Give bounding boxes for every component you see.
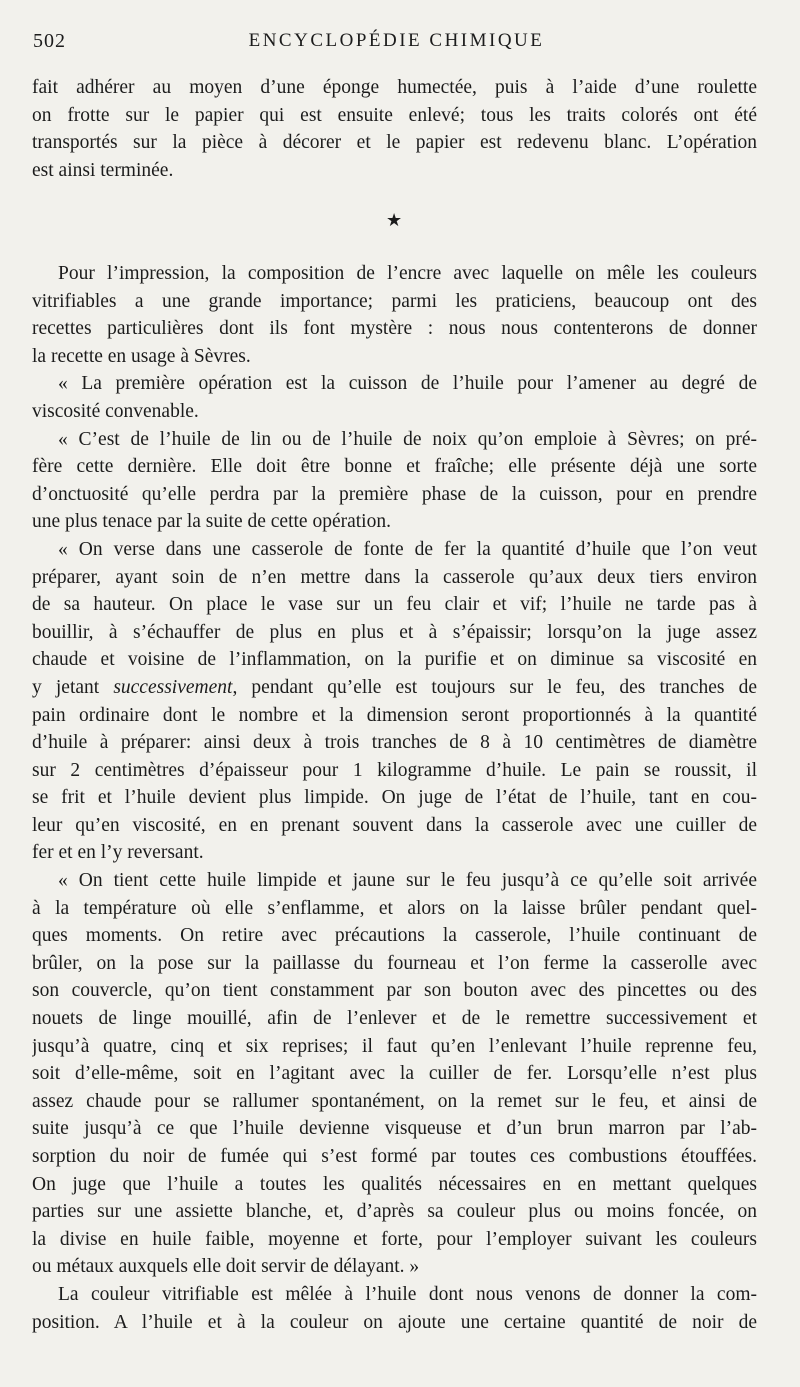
text-line: « On verse dans une casserole de fonte de fer la quantité d’huile que l’on veut: [58, 538, 757, 560]
text-line: La couleur vitrifiable est mêlée à l’huile dont nous venons de donner la com-: [58, 1283, 757, 1305]
text-line: se frit et l’huile devient plus limpide. On juge de l’état de l’huile, tant en cou-: [32, 787, 757, 809]
text-line: une plus tenace par la suite de cette opération.: [32, 511, 391, 533]
text-line: d’onctuosité qu’elle perdra par la première phase de la cuisson, pour en prendre: [32, 483, 757, 505]
text-line: assez chaude pour se rallumer spontanément, on la remet sur le feu, et ainsi de: [32, 1090, 757, 1112]
text-line: « La première opération est la cuisson de l’huile pour l’amener au degré de: [58, 373, 757, 395]
text-line: nouets de linge mouillé, afin de l’enlever et de le remettre successivement et: [32, 1008, 757, 1030]
text-line: On juge que l’huile a toutes les qualités nécessaires en en mettant quelques: [32, 1173, 757, 1195]
text-line: on frotte sur le papier qui est ensuite enlevé; tous les traits colorés ont été: [32, 104, 757, 126]
paragraph-continuation: [32, 74, 757, 184]
text-line: chaude et voisine de l’inflammation, on la purifie et on diminue sa viscosité en: [32, 649, 757, 671]
text-line: position. A l’huile et à la couleur on ajoute une certaine quantité de noir de: [32, 1311, 757, 1333]
text-line: recettes particulières dont ils font mystère : nous nous contenterons de donner: [32, 318, 757, 340]
text-line: de sa hauteur. On place le vase sur un feu clair et vif; l’huile ne tarde pas à: [32, 594, 757, 616]
text-line: fère cette dernière. Elle doit être bonne et fraîche; elle présente déjà une sorte: [32, 456, 757, 478]
emphasis-word: successivement: [113, 676, 233, 698]
text-line: parties sur une assiette blanche, et, d’après sa couleur plus ou moins foncée, on: [32, 1201, 757, 1223]
text-line: fait adhérer au moyen d’une éponge humectée, puis à l’aide d’une roulette: [32, 77, 757, 98]
text-line: brûler, on la pose sur la paillasse du fourneau et l’on ferme la casserolle avec: [32, 952, 757, 974]
text-line: fer et en l’y reversant.: [32, 842, 204, 864]
text-line: ou métaux auxquels elle doit servir de délayant. »: [32, 1256, 420, 1278]
text-fragment: , pendant qu’elle est toujours sur le feu, des tranches de: [232, 676, 757, 698]
text-line: leur qu’en viscosité, en en prenant souvent dans la casserole avec une cuiller de: [32, 814, 757, 836]
text-line: préparer, ayant soin de n’en mettre dans la casserole qu’aux deux tiers environ: [32, 566, 757, 588]
text-line: « On tient cette huile limpide et jaune sur le feu jusqu’à ce qu’elle soit arrivée: [58, 870, 757, 892]
text-line: vitrifiables a une grande importance; parmi les praticiens, beaucoup ont des: [32, 290, 757, 312]
text-line: « C’est de l’huile de lin ou de l’huile de noix qu’on emploie à Sèvres; on pré-: [58, 428, 757, 450]
text-line: transportés sur la pièce à décorer et le papier est redevenu blanc. L’opération: [32, 132, 757, 154]
text-line: est ainsi terminée.: [32, 159, 174, 181]
main-text: [32, 260, 757, 1336]
text-line: suite jusqu’à ce que l’huile devienne visqueuse et d’un brun marron par l’ab-: [32, 1118, 757, 1140]
text-line: jusqu’à quatre, cinq et six reprises; il faut qu’en l’enlevant l’huile reprenne feu,: [32, 1035, 757, 1057]
text-fragment: y jetant: [32, 676, 114, 698]
text-line: pain ordinaire dont le nombre et la dimension seront proportionnés à la quantité: [32, 704, 757, 726]
running-title: ENCYCLOPÉDIE CHIMIQUE: [248, 30, 545, 51]
page-number: 502: [33, 30, 66, 52]
text-line: Pour l’impression, la composition de l’encre avec laquelle on mêle les couleurs: [58, 263, 757, 284]
section-ornament-star: ★: [386, 210, 403, 230]
text-line: soit d’elle-même, soit en l’agitant avec la cuiller de fer. Lorsqu’elle n’est plus: [32, 1063, 757, 1085]
text-line: à la température où elle s’enflamme, et alors on la laisse brûler pendant quel-: [32, 897, 757, 919]
text-line: sur 2 centimètres d’épaisseur pour 1 kilogramme d’huile. Le pain se roussit, il: [32, 759, 757, 781]
text-line: viscosité convenable.: [32, 400, 199, 422]
text-line: ques moments. On retire avec précautions la casserole, l’huile continuant de: [32, 925, 757, 947]
text-line: sorption du noir de fumée qui s’est formé par toutes ces combustions étouffées.: [32, 1146, 757, 1167]
text-line: bouillir, à s’échauffer de plus en plus et à s’épaissir; lorsqu’on la juge assez: [32, 621, 757, 643]
page-header: [33, 30, 760, 60]
text-line: d’huile à préparer: ainsi deux à trois tranches de 8 à 10 centimètres de diamètre: [32, 732, 757, 754]
text-line-with-emphasis: [32, 674, 757, 702]
text-line: la divise en huile faible, moyenne et forte, pour l’employer suivant les couleurs: [32, 1228, 757, 1250]
text-line: son couvercle, qu’on tient constamment par son bouton avec des pincettes ou des: [32, 980, 757, 1002]
text-line: la recette en usage à Sèvres.: [32, 345, 251, 367]
